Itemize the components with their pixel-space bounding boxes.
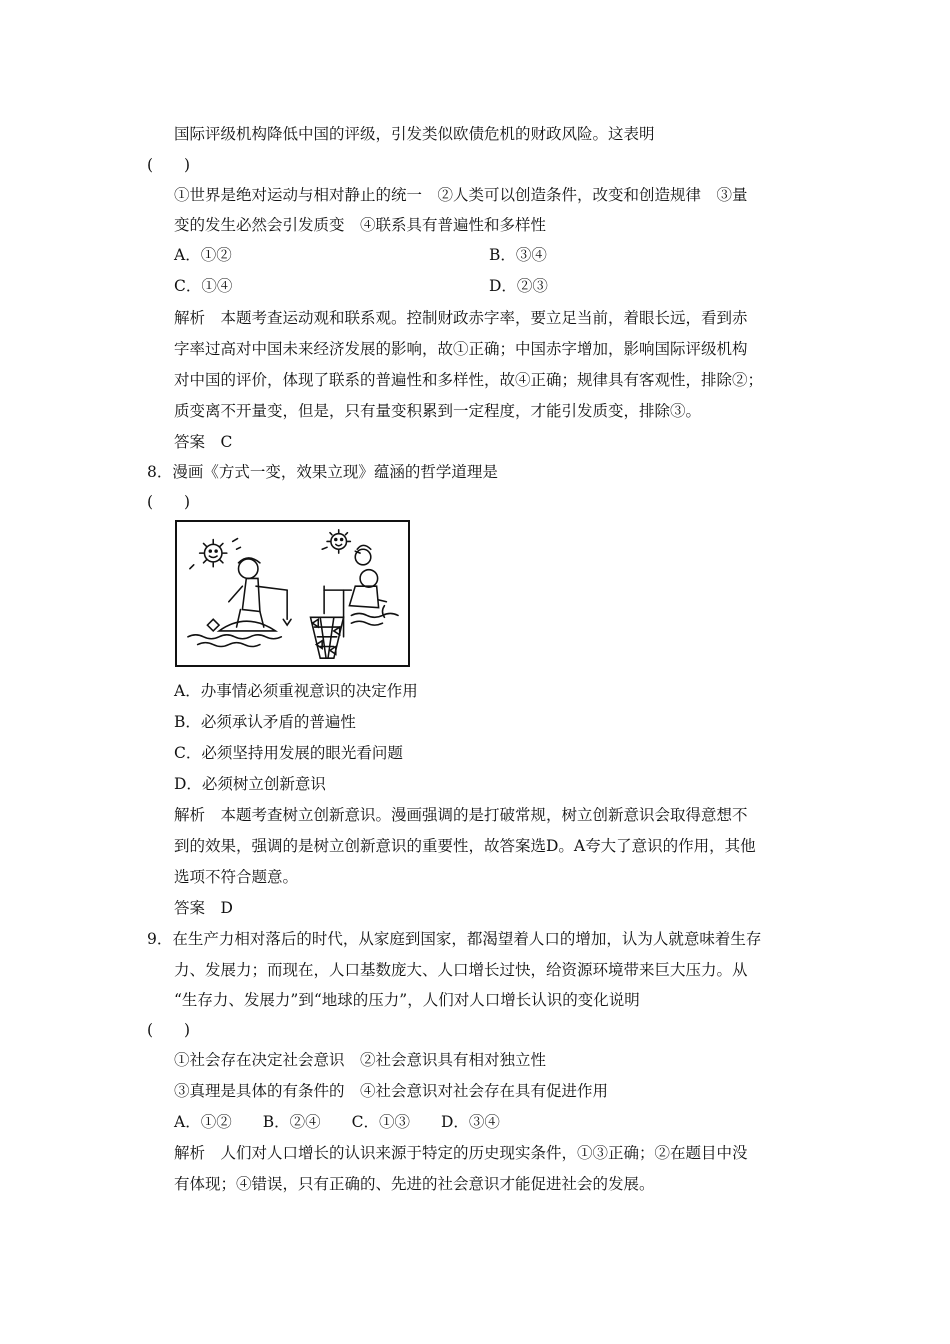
q9-analysis-line: 解析 人们对人口增长的认识来源于特定的历史现实条件，①③正确；②在题目中没 bbox=[174, 1144, 748, 1162]
q8-option-b: B．必须承认矛盾的普遍性 bbox=[174, 713, 356, 731]
q7-stem-tail: 国际评级机构降低中国的评级，引发类似欧债危机的财政风险。这表明 bbox=[174, 125, 655, 143]
q8-analysis-line: 选项不符合题意。 bbox=[174, 868, 299, 886]
q9-items-line1: ①社会存在决定社会意识 ②社会意识具有相对独立性 bbox=[174, 1051, 547, 1069]
q8-stem: 8．漫画《方式一变，效果立现》蕴涵的哲学道理是 bbox=[147, 463, 498, 481]
q7-items-line2: 变的发生必然会引发质变 ④联系具有普遍性和多样性 bbox=[174, 216, 547, 234]
q7-analysis-line: 对中国的评价，体现了联系的普遍性和多样性，故④正确；规律具有客观性，排除②； bbox=[174, 371, 764, 389]
fishing-cartoon-drawing bbox=[177, 522, 408, 665]
q8-answer-paren: ( ) bbox=[147, 493, 191, 511]
q8-option-d: D．必须树立创新意识 bbox=[174, 775, 326, 793]
q9-answer-paren: ( ) bbox=[147, 1021, 191, 1039]
q9-stem-line: “生存力、发展力”到“地球的压力”，人们对人口增长认识的变化说明 bbox=[174, 991, 640, 1009]
q9-items-line2: ③真理是具体的有条件的 ④社会意识对社会存在具有促进作用 bbox=[174, 1082, 609, 1100]
q7-option-c: C．①④ bbox=[174, 277, 233, 295]
q9-stem-line: 力、发展力；而现在，人口基数庞大、人口增长过快，给资源环境带来巨大压力。从 bbox=[174, 961, 748, 979]
q8-option-a: A．办事情必须重视意识的决定作用 bbox=[174, 682, 418, 700]
q7-option-d: D．②③ bbox=[489, 277, 548, 295]
q9-stem-line: 9．在生产力相对落后的时代，从家庭到国家，都渴望着人口的增加，认为人就意味着生存 bbox=[147, 930, 762, 948]
q7-items-line1: ①世界是绝对运动与相对静止的统一 ②人类可以创造条件，改变和创造规律 ③量 bbox=[174, 186, 748, 204]
q8-answer: 答案 D bbox=[174, 899, 233, 917]
q7-option-b: B．③④ bbox=[489, 246, 547, 264]
q7-analysis-line: 解析 本题考查运动观和联系观。控制财政赤字率，要立足当前，着眼长远，看到赤 bbox=[174, 309, 748, 327]
q7-answer: 答案 C bbox=[174, 433, 233, 451]
q9-options: A．①② B．②④ C．①③ D．③④ bbox=[174, 1113, 500, 1131]
q7-analysis-line: 质变离不开量变，但是，只有量变积累到一定程度，才能引发质变，排除③。 bbox=[174, 402, 702, 420]
fishing-cartoon bbox=[175, 520, 410, 667]
q8-analysis-line: 解析 本题考查树立创新意识。漫画强调的是打破常规，树立创新意识会取得意想不 bbox=[174, 806, 748, 824]
q9-analysis-line: 有体现；④错误，只有正确的、先进的社会意识才能促进社会的发展。 bbox=[174, 1175, 655, 1193]
q8-analysis-line: 到的效果，强调的是树立创新意识的重要性，故答案选D。A夸大了意识的作用，其他 bbox=[174, 837, 756, 855]
q8-option-c: C．必须坚持用发展的眼光看问题 bbox=[174, 744, 403, 762]
q7-option-a: A．①② bbox=[174, 246, 232, 264]
q7-answer-paren: ( ) bbox=[147, 156, 191, 174]
q7-analysis-line: 字率过高对中国未来经济发展的影响，故①正确；中国赤字增加，影响国际评级机构 bbox=[174, 340, 748, 358]
